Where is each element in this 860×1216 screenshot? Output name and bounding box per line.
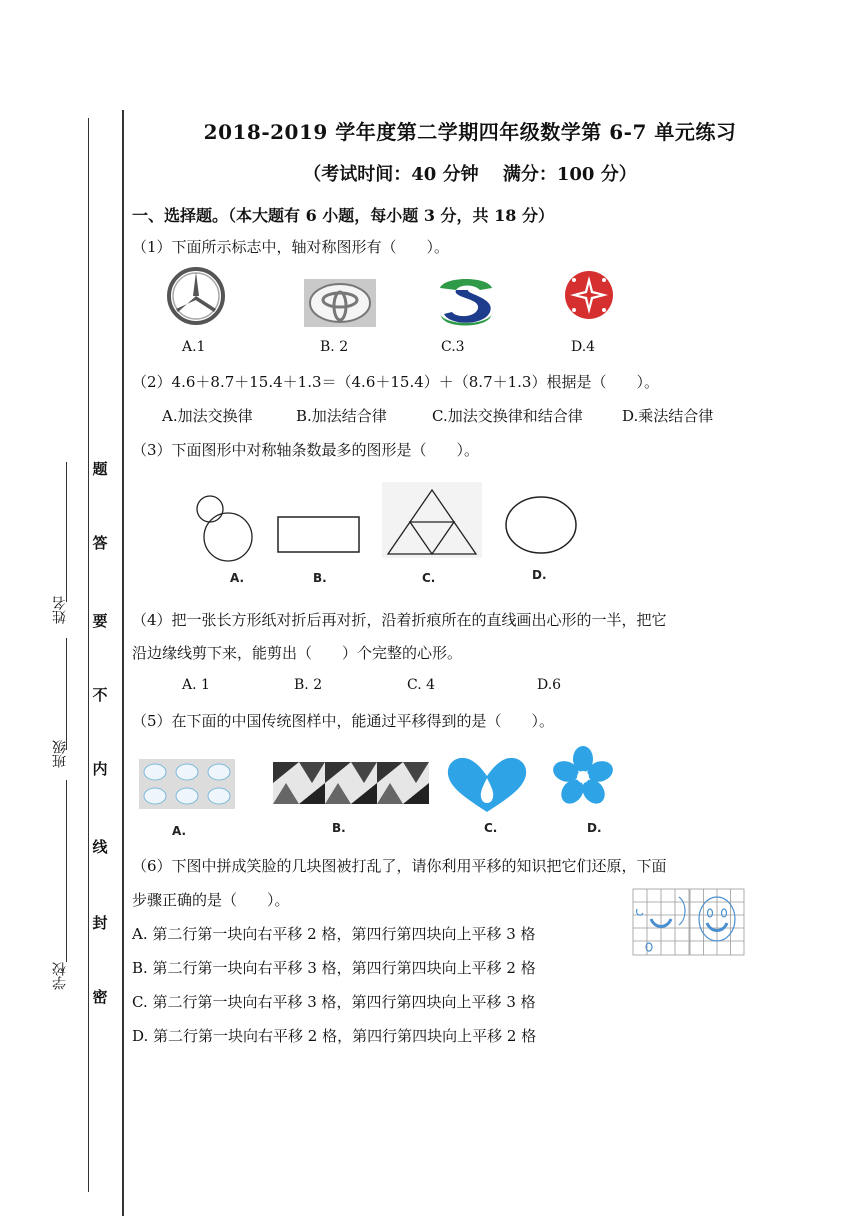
class-field-line <box>66 638 67 750</box>
binding-line-left <box>88 118 89 1192</box>
binding-char-3: 要 <box>92 612 108 630</box>
q3-label-a: A. <box>230 571 245 585</box>
q4-option-c: C. 4 <box>407 677 436 693</box>
q1-option-c: C.3 <box>441 339 465 355</box>
toyota-logo-icon <box>304 279 376 327</box>
q2-option-c: C.加法交换律和结合律 <box>432 407 583 425</box>
name-field-line <box>66 462 67 602</box>
q5-label-b: B. <box>332 821 346 835</box>
red-star-logo-icon <box>564 270 614 320</box>
q1-option-a: A.1 <box>182 339 206 355</box>
binding-char-5: 内 <box>92 760 108 778</box>
q4-line1: （4）把一张长方形纸对折后再对折，沿着折痕所在的直线画出心形的一半，把它 <box>132 611 667 629</box>
q6-option-d: D. 第二行第一块向右平移 2 格，第四行第四块向上平移 2 格 <box>132 1027 537 1045</box>
q4-line2: 沿边缘线剪下来，能剪出（ ）个完整的心形。 <box>132 644 463 662</box>
binding-char-7: 封 <box>92 914 108 932</box>
q5-heart-figure <box>446 756 528 814</box>
q2-text: （2）4.6＋8.7＋15.4＋1.3＝（4.6＋15.4）＋（8.7＋1.3）根据是（ ）。 <box>132 373 659 391</box>
s-logo-icon <box>434 274 498 328</box>
q6-line2: 步骤正确的是（ ）。 <box>132 891 290 909</box>
q5-pinwheel-figure <box>547 746 619 808</box>
school-label: 学校 <box>52 962 68 990</box>
q3-ellipse-figure <box>504 495 578 555</box>
q3-text: （3）下面图形中对称轴条数最多的图形是（ ）。 <box>132 441 480 459</box>
q3-two-circles-figure <box>192 493 260 565</box>
page-subtitle: （考试时间：40 分钟 满分：100 分） <box>303 164 637 185</box>
section-heading: 一、选择题。（本大题有 6 小题，每小题 3 分，共 18 分） <box>132 206 554 225</box>
mercedes-logo-icon <box>166 266 226 326</box>
q1-option-d: D.4 <box>571 339 596 355</box>
school-field-line <box>66 780 67 962</box>
q2-option-b: B.加法结合律 <box>296 407 387 425</box>
q6-restored-grid-figure <box>690 889 744 955</box>
q1-option-b: B. 2 <box>320 339 349 355</box>
q4-option-d: D.6 <box>537 677 562 693</box>
binding-char-8: 密 <box>92 988 108 1006</box>
q6-option-a: A. 第二行第一块向右平移 2 格，第四行第四块向上平移 3 格 <box>132 925 536 943</box>
q3-label-c: C. <box>422 571 436 585</box>
q5-label-c: C. <box>484 821 498 835</box>
q5-zigzag-pattern-figure <box>273 762 429 804</box>
q5-label-d: D. <box>587 821 602 835</box>
q6-option-c: C. 第二行第一块向右平移 3 格，第四行第四块向上平移 3 格 <box>132 993 536 1011</box>
q5-label-a: A. <box>172 824 187 838</box>
q4-option-b: B. 2 <box>294 677 323 693</box>
q1-text: （1）下面所示标志中，轴对称图形有（ ）。 <box>132 238 450 256</box>
q3-rectangle-figure <box>277 516 361 554</box>
q6-option-b: B. 第二行第一块向右平移 3 格，第四行第四块向上平移 2 格 <box>132 959 536 977</box>
q2-option-d: D.乘法结合律 <box>622 407 714 425</box>
binding-char-4: 不 <box>92 686 108 704</box>
name-label: 姓名 <box>52 596 68 624</box>
q3-label-b: B. <box>313 571 327 585</box>
q2-option-a: A.加法交换律 <box>162 407 253 425</box>
binding-char-6: 线 <box>92 838 108 856</box>
class-label: 班级 <box>52 740 68 768</box>
q6-line1: （6）下图中拼成笑脸的几块图被打乱了，请你利用平移的知识把它们还原，下面 <box>132 857 667 875</box>
page-title: 2018-2019 学年度第二学期四年级数学第 6-7 单元练习 <box>203 120 737 144</box>
q3-label-d: D. <box>532 568 547 582</box>
q6-scrambled-grid-figure <box>633 889 689 955</box>
binding-line-right <box>122 110 124 1216</box>
q5-text: （5）在下面的中国传统图样中，能通过平移得到的是（ ）。 <box>132 712 555 730</box>
q4-option-a: A. 1 <box>182 677 210 693</box>
q5-dots-pattern-figure <box>139 759 235 809</box>
q3-triangle-figure <box>382 482 482 558</box>
binding-char-1: 题 <box>92 460 108 478</box>
binding-char-2: 答 <box>92 534 108 552</box>
